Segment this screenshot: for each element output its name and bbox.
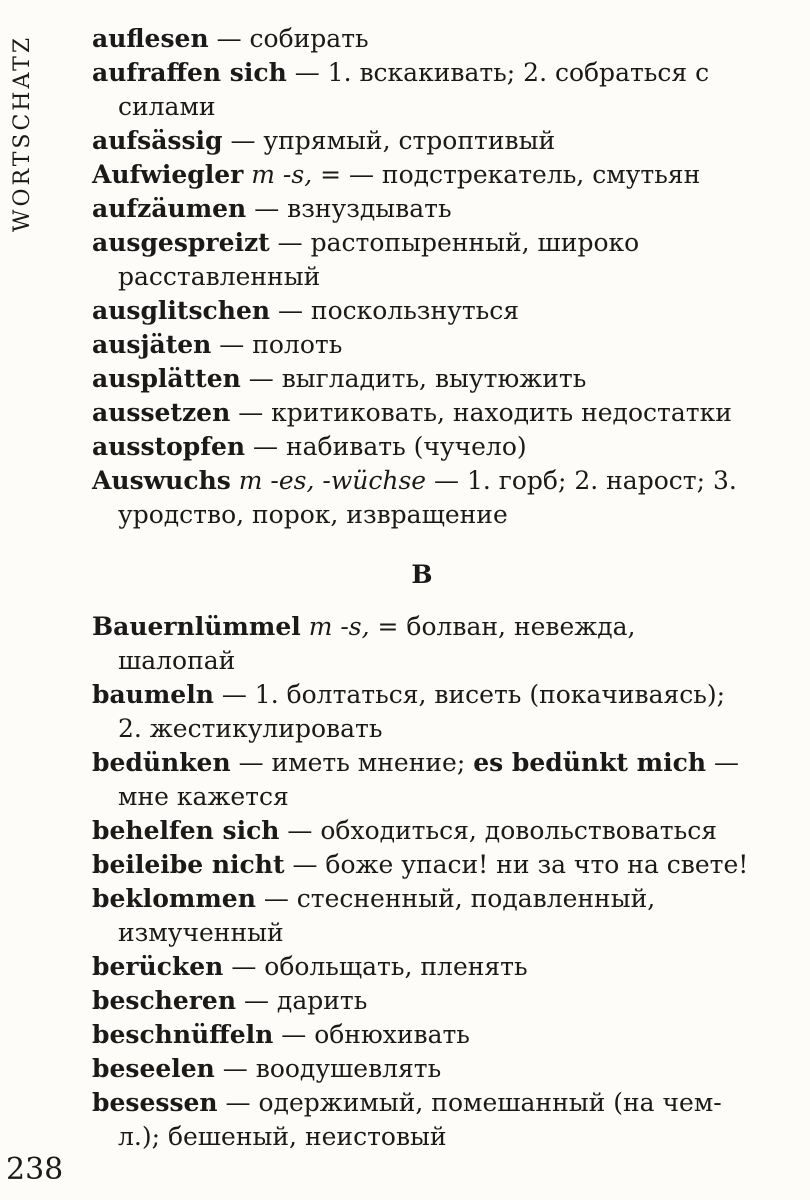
entry-headword: Bauernlümmel	[92, 612, 301, 641]
entry-definition: — растопыренный, широко расставленный	[118, 228, 640, 291]
entry-headword: aufraffen sich	[92, 58, 287, 87]
entry-headword: bedünken	[92, 748, 231, 777]
entry-headword: berücken	[92, 952, 224, 981]
glossary-entry	[92, 464, 752, 532]
glossary-entry	[92, 294, 752, 328]
glossary-entry	[92, 984, 752, 1018]
entry-definition: — одержимый, помешанный (на чем-л.); бешеный, неистовый	[118, 1088, 722, 1151]
entry-definition: — критиковать, находить недостатки	[230, 398, 732, 427]
entry-headword: ausplätten	[92, 364, 241, 393]
entry-headword: baumeln	[92, 680, 214, 709]
entry-grammar: m -s, =	[243, 160, 342, 189]
glossary-entry	[92, 610, 752, 678]
glossary-entry	[92, 124, 752, 158]
entry-definition: — воодушевлять	[214, 1054, 442, 1083]
entry-definition: — собирать	[208, 24, 369, 53]
entry-definition: — поскользнуться	[270, 296, 520, 325]
entry-headword: ausstopfen	[92, 432, 246, 461]
glossary-entry	[92, 814, 752, 848]
entry-headword: behelfen sich	[92, 816, 280, 845]
entry-phrase-definition: — мне кажется	[118, 748, 739, 811]
entry-definition: — подстрекатель, смутьян	[341, 160, 701, 189]
glossary-entry	[92, 226, 752, 294]
running-head-vertical	[6, 28, 40, 238]
entry-headword: aufzäumen	[92, 194, 247, 223]
glossary-entry	[92, 678, 752, 746]
glossary-entry	[92, 362, 752, 396]
entry-definition: — боже упаси! ни за что на свете!	[284, 850, 749, 879]
glossary-entry	[92, 1018, 752, 1052]
entry-definition: — 1. болтаться, висеть (покачиваясь); 2. жестикулировать	[118, 680, 726, 743]
entry-definition: — упрямый, строптивый	[222, 126, 556, 155]
entry-definition: — иметь мнение;	[230, 748, 474, 777]
entry-headword: Aufwiegler	[92, 160, 244, 189]
entry-definition: — дарить	[236, 986, 368, 1015]
entry-headword: bescheren	[92, 986, 237, 1015]
entry-definition: — 1. вскакивать; 2. собраться с силами	[118, 58, 710, 121]
glossary-entry	[92, 22, 752, 56]
glossary-entry	[92, 158, 752, 192]
entry-headword: beschnüffeln	[92, 1020, 274, 1049]
entry-headword: aufsässig	[92, 126, 223, 155]
entry-headword: beklommen	[92, 884, 256, 913]
entry-headword: ausjäten	[92, 330, 212, 359]
glossary-entry	[92, 328, 752, 362]
entry-headword: beileibe nicht	[92, 850, 285, 879]
entry-definition: — набивать (чучело)	[245, 432, 527, 461]
entry-definition: — выгладить, выутюжить	[240, 364, 587, 393]
entry-definition: = болван, невежда, шалопай	[118, 612, 636, 675]
glossary-entry	[92, 1052, 752, 1086]
glossary-entry	[92, 1086, 752, 1154]
entry-headword: ausgespreizt	[92, 228, 270, 257]
glossary-entry	[92, 430, 752, 464]
entry-grammar: m -es, -wüchse	[230, 466, 427, 495]
running-head-label: WORTSCHATZ	[10, 34, 36, 232]
entry-headword: auflesen	[92, 24, 209, 53]
glossary-entry	[92, 396, 752, 430]
entry-headword: ausglitschen	[92, 296, 271, 325]
entry-definition: — обольщать, пленять	[223, 952, 528, 981]
entry-definition: — полоть	[211, 330, 343, 359]
entry-headword: beseelen	[92, 1054, 215, 1083]
entry-definition: — взнуздывать	[246, 194, 452, 223]
glossary-entry	[92, 882, 752, 950]
entry-headword: besessen	[92, 1088, 218, 1117]
entry-definition: — обходиться, довольствоваться	[279, 816, 718, 845]
glossary-entry	[92, 746, 752, 814]
entry-headword: aussetzen	[92, 398, 231, 427]
glossary-entry	[92, 56, 752, 124]
glossary-content	[92, 22, 752, 1154]
section-letter-heading: B	[411, 560, 433, 589]
entry-definition: — 1. горб; 2. нарост; 3. уродство, порок, извращение	[118, 466, 737, 529]
entry-definition: — стесненный, подавленный, измученный	[118, 884, 656, 947]
page-number: 238	[6, 1152, 64, 1187]
glossary-entry	[92, 848, 752, 882]
entry-phrase: es bedünkt mich	[473, 748, 707, 777]
glossary-entry	[92, 192, 752, 226]
entry-grammar: m -s,	[300, 612, 370, 641]
glossary-entry	[92, 950, 752, 984]
entry-headword: Auswuchs	[92, 466, 231, 495]
entry-definition: — обнюхивать	[273, 1020, 470, 1049]
